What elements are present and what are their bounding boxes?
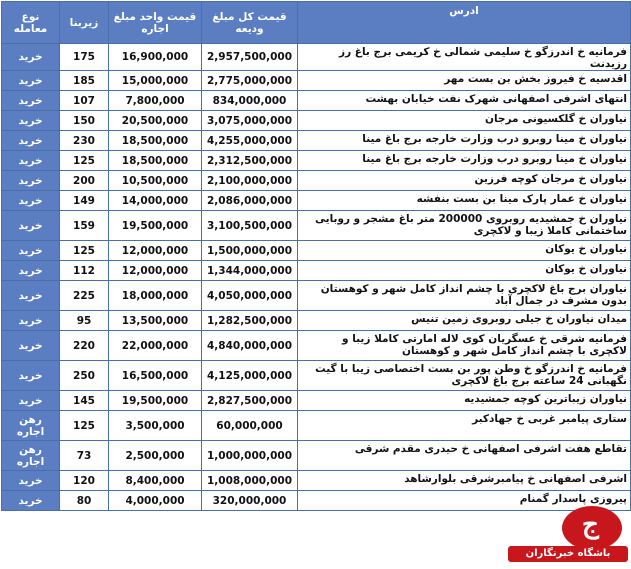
total-price-cell: 2,312,500,000 [202,151,298,171]
table-row [2,391,631,411]
transaction-type-cell: خرید [2,261,60,281]
area-cell: 149 [60,191,109,211]
header-total-price: قیمت کل مبلغ ودیعه [202,2,298,44]
table-row [2,311,631,331]
transaction-type-cell: خرید [2,331,60,361]
area-cell: 80 [60,491,109,511]
transaction-type-cell: خرید [2,131,60,151]
total-price-cell: 2,957,500,000 [202,44,298,71]
area-cell: 95 [60,311,109,331]
area-cell: 230 [60,131,109,151]
total-price-cell: 2,100,000,000 [202,171,298,191]
area-cell: 107 [60,91,109,111]
address-cell: اشرفی اصفهانی خ پیامبرشرقی بلوارشاهد [298,471,631,491]
total-price-cell: 2,086,000,000 [202,191,298,211]
transaction-type-cell: خرید [2,211,60,241]
total-price-cell: 4,255,000,000 [202,131,298,151]
area-cell: 185 [60,71,109,91]
total-price-cell: 4,840,000,000 [202,331,298,361]
area-cell: 125 [60,151,109,171]
total-price-cell: 4,050,000,000 [202,281,298,311]
address-cell: نیاوران برج باغ لاکچری با چشم انداز کامل شهر و کوهستان بدون مشرف در جمال آباد [298,281,631,311]
header-address: ادرس [298,2,631,44]
transaction-type-cell: خرید [2,171,60,191]
unit-price-cell: 22,000,000 [109,331,202,361]
unit-price-cell: 12,000,000 [109,241,202,261]
table-row [2,71,631,91]
listing-table-container [1,1,630,511]
transaction-type-cell: خرید [2,361,60,391]
unit-price-cell: 14,000,000 [109,191,202,211]
unit-price-cell: 15,000,000 [109,71,202,91]
total-price-cell: 1,000,000,000 [202,441,298,471]
total-price-cell: 2,775,000,000 [202,71,298,91]
table-row [2,361,631,391]
table-row [2,191,631,211]
address-cell: میدان نیاوران خ جیلی روبروی زمین تنیس [298,311,631,331]
address-cell: پیروزی پاسدار گمنام [298,491,631,511]
area-cell: 125 [60,411,109,441]
address-cell: نیاوران خ یوکان [298,241,631,261]
unit-price-cell: 13,500,000 [109,311,202,331]
area-cell: 150 [60,111,109,131]
total-price-cell: 60,000,000 [202,411,298,441]
table-row [2,411,631,441]
total-price-cell: 4,125,000,000 [202,361,298,391]
table-row [2,131,631,151]
transaction-type-cell: رهن اجاره [2,441,60,471]
table-row [2,111,631,131]
total-price-cell: 1,008,000,000 [202,471,298,491]
address-cell: فرمانیه خ اندرزگو خ سلیمی شمالی خ کریمی برج باغ رز رزیدنت [298,44,631,71]
table-row [2,91,631,111]
unit-price-cell: 16,900,000 [109,44,202,71]
unit-price-cell: 20,500,000 [109,111,202,131]
unit-price-cell: 2,500,000 [109,441,202,471]
address-cell: نیاوران خ مرجان کوچه فرزین [298,171,631,191]
transaction-type-cell: خرید [2,281,60,311]
unit-price-cell: 19,500,000 [109,391,202,411]
unit-price-cell: 7,800,000 [109,91,202,111]
unit-price-cell: 18,500,000 [109,131,202,151]
unit-price-cell: 3,500,000 [109,411,202,441]
area-cell: 175 [60,44,109,71]
unit-price-cell: 12,000,000 [109,261,202,281]
total-price-cell: 1,344,000,000 [202,261,298,281]
header-unit-price: قیمت واحد مبلغ اجاره [109,2,202,44]
total-price-cell: 1,282,500,000 [202,311,298,331]
address-cell: نیاوران خ مینا روبرو درب وزارت خارجه برج باغ مینا [298,131,631,151]
transaction-type-cell: خرید [2,391,60,411]
area-cell: 200 [60,171,109,191]
transaction-type-cell: خرید [2,191,60,211]
header-transaction-type: نوع معامله [2,2,60,44]
unit-price-cell: 8,400,000 [109,471,202,491]
address-cell: ستاری پیامبر غربی خ جهادکبر [298,411,631,441]
transaction-type-cell: خرید [2,91,60,111]
unit-price-cell: 16,500,000 [109,361,202,391]
table-row [2,171,631,191]
area-cell: 120 [60,471,109,491]
address-cell: فرمانیه خ اندرزگو خ وطن پور بن بست اختصاصی زیبا با گیت نگهبانی 24 ساعته برج باغ لاکچری [298,361,631,391]
area-cell: 225 [60,281,109,311]
transaction-type-cell: خرید [2,111,60,131]
total-price-cell: 2,827,500,000 [202,391,298,411]
table-row [2,261,631,281]
address-cell: انتهای اشرفی اصفهانی شهرک نفت خیابان بهشت [298,91,631,111]
area-cell: 220 [60,331,109,361]
address-cell: نیاوران زیباترین کوچه جمشیدیه [298,391,631,411]
area-cell: 159 [60,211,109,241]
area-cell: 73 [60,441,109,471]
address-cell: نیاوران خ عمار پارک مینا بن بست بنفشه [298,191,631,211]
table-row [2,151,631,171]
transaction-type-cell: خرید [2,241,60,261]
transaction-type-cell: خرید [2,311,60,331]
table-row [2,241,631,261]
table-header-row [2,2,631,44]
unit-price-cell: 10,500,000 [109,171,202,191]
logo-glyph: ج [582,510,599,540]
table-row [2,331,631,361]
table-row [2,281,631,311]
table-body [2,44,631,511]
table-row [2,211,631,241]
transaction-type-cell: رهن اجاره [2,411,60,441]
area-cell: 250 [60,361,109,391]
transaction-type-cell: خرید [2,151,60,171]
total-price-cell: 834,000,000 [202,91,298,111]
area-cell: 112 [60,261,109,281]
address-cell: اقدسیه خ فیروز بخش بن بست مهر [298,71,631,91]
transaction-type-cell: خرید [2,491,60,511]
total-price-cell: 3,075,000,000 [202,111,298,131]
table-row [2,471,631,491]
area-cell: 145 [60,391,109,411]
transaction-type-cell: خرید [2,44,60,71]
transaction-type-cell: خرید [2,471,60,491]
logo-text: باشگاه خبرنگاران [508,546,628,562]
address-cell: نیاوران خ یوکان [298,261,631,281]
header-area: زیربنا [60,2,109,44]
total-price-cell: 1,500,000,000 [202,241,298,261]
unit-price-cell: 18,500,000 [109,151,202,171]
transaction-type-cell: خرید [2,71,60,91]
address-cell: فرمانیه شرقی خ عسگریان کوی لاله امارتی کاملا زیبا و لاکچری با چشم انداز کامل شهر و کوهستان [298,331,631,361]
total-price-cell: 3,100,500,000 [202,211,298,241]
address-cell: نیاوران خ مینا روبرو درب وزارت خارجه برج باغ مینا [298,151,631,171]
unit-price-cell: 19,500,000 [109,211,202,241]
area-cell: 125 [60,241,109,261]
address-cell: تقاطع هفت اشرفی اصفهانی خ حیدری مقدم شرقی [298,441,631,471]
table-row [2,44,631,71]
watermark-logo [500,500,630,569]
table-row [2,441,631,471]
property-listing-table [1,1,631,511]
unit-price-cell: 18,000,000 [109,281,202,311]
total-price-cell: 320,000,000 [202,491,298,511]
address-cell: نیاوران خ گلکسیونی مرجان [298,111,631,131]
address-cell: نیاوران خ جمشیدیه روبروی 200000 متر باغ مشجر و روبایی ساختمانی کاملا زیبا و لاکچری [298,211,631,241]
unit-price-cell: 4,000,000 [109,491,202,511]
